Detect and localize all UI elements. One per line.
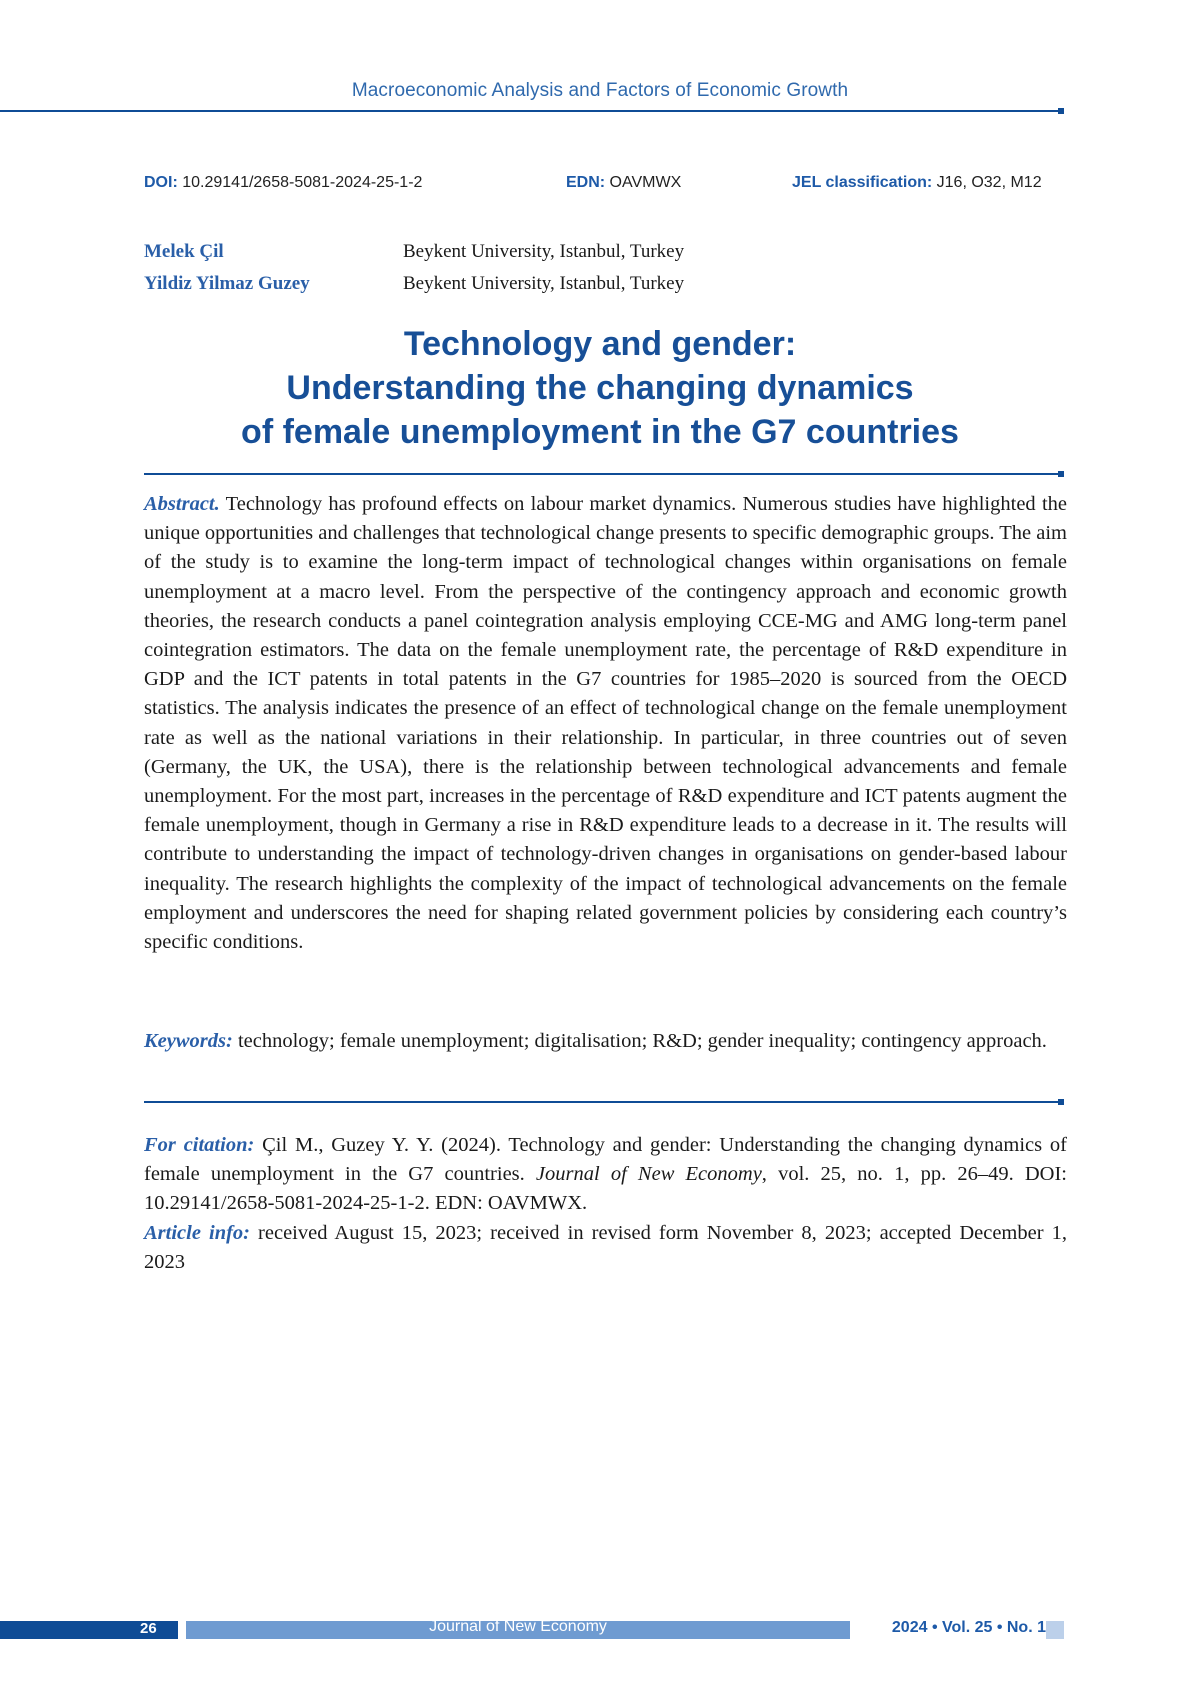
citation-text: Çil M., Guzey Y. Y. (2024). Technology and gender: Understanding the changing dynamics of female unemployment in the G7 countries. (144, 1134, 1067, 1185)
footer-issue: 2024 • Vol. 25 • No. 1 (860, 1619, 1046, 1637)
citation-text-after: , vol. 25, no. 1, pp. 26–49. DOI: 10.29141/2658-5081-2024-25-1-2. EDN: OAVMWX. (144, 1163, 1067, 1214)
page-number: 26 (140, 1620, 180, 1637)
title-line: Technology and gender: (140, 322, 1060, 366)
footer-journal-name: Journal of New Economy (186, 1618, 850, 1636)
edn-line (566, 174, 681, 192)
citation-label: For citation: (144, 1134, 254, 1156)
abstract-text: Technology has profound effects on labour market dynamics. Numerous studies have highlighted the unique opportunities and challenges that technological change presents to specific demographic groups. The aim of the study is to examine the long-term impact of technological changes within organisations on female unemployment at a macro level. From the perspective of the contingency approach and economic growth theories, the research conducts a panel cointegration analysis employing CCE-MG and AMG long-term panel cointegration estimators. The data on the female unemployment rate, the percentage of R&D expenditure in GDP and the ICT patents in total patents in the G7 countries for 1985–2020 is sourced from the OECD statistics. The analysis indicates the presence of an effect of technological change on the female unemployment rate as well as the national variations in their relationship. In particular, in three countries out of seven (Germany, the UK, the USA), there is the relationship between technological advancements and female unemployment. For the most part, increases in the percentage of R&D expenditure and ICT patents augment the female unemployment, though in Germany a rise in R&D expenditure leads to a decrease in it. The results will contribute to understanding the impact of technology-driven changes in organisations on gender-based labour inequality. The research highlights the complexity of the impact of technological advancements on the female employment and underscores the need for shaping related government policies by considering each country’s specific conditions. (144, 493, 1067, 953)
edn-value: OAVMWX (605, 174, 681, 191)
author-affiliation: Beykent University, Istanbul, Turkey (403, 273, 684, 295)
abstract (144, 490, 1067, 957)
footer-square (1046, 1621, 1064, 1639)
doi-label: DOI: (144, 174, 178, 191)
article-info-text: received August 15, 2023; received in revised form November 8, 2023; accepted December 1, 2023 (144, 1222, 1067, 1273)
keywords-label: Keywords: (144, 1030, 233, 1052)
doi-value: 10.29141/2658-5081-2024-25-1-2 (178, 174, 423, 191)
keywords-text: technology; female unemployment; digitalisation; R&D; gender inequality; contingency approach. (233, 1030, 1047, 1052)
jel-line (792, 174, 1042, 192)
doi-line (144, 174, 422, 192)
author-name: Yildiz Yilmaz Guzey (144, 273, 310, 295)
title-line: Understanding the changing dynamics (140, 366, 1060, 410)
title-rule (144, 473, 1062, 475)
article-info (144, 1219, 1067, 1277)
article-title (140, 322, 1060, 454)
running-title: Macroeconomic Analysis and Factors of Economic Growth (0, 80, 1200, 102)
edn-label: EDN: (566, 174, 605, 191)
article-info-label: Article info: (144, 1222, 250, 1244)
jel-value: J16, O32, M12 (932, 174, 1041, 191)
keywords-rule (144, 1101, 1062, 1103)
citation (144, 1131, 1067, 1219)
abstract-label: Abstract. (144, 493, 220, 515)
citation-journal: Journal of New Economy (536, 1163, 762, 1185)
jel-label: JEL classification: (792, 174, 932, 191)
author-name: Melek Çil (144, 241, 224, 263)
header-rule (0, 110, 1062, 112)
title-line: of female unemployment in the G7 countries (140, 410, 1060, 454)
author-affiliation: Beykent University, Istanbul, Turkey (403, 241, 684, 263)
keywords (144, 1027, 1067, 1056)
